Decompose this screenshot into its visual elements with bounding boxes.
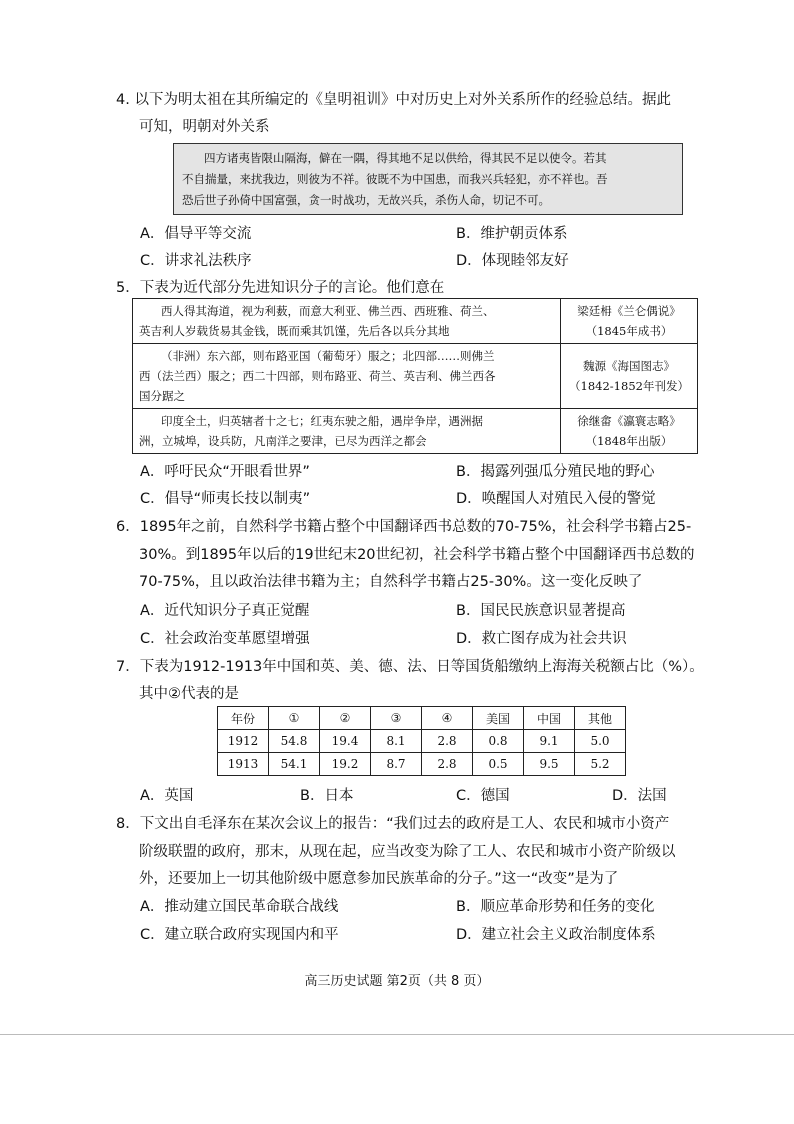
table-cell: 2.8 xyxy=(422,730,473,753)
q4-quote-box xyxy=(173,143,683,215)
table-row xyxy=(218,730,626,753)
q5-row3-source-date: （1848年出版） xyxy=(585,434,673,448)
q4-quote-line1: 四方诸夷皆限山隔海，僻在一隅，得其地不足以供给，得其民不足以使令。若其 xyxy=(204,151,607,165)
q6-option-d[interactable]: D．救亡图存成为社会共识 xyxy=(456,631,627,647)
q7-stem-line1: 7．下表为1912-1913年中国和英、美、德、法、日等国货船缴纳上海海关税额占比（%）。 xyxy=(116,659,704,675)
page-footer: 高三历史试题 第2页（共 8 页） xyxy=(304,974,490,989)
q7-header-china: 中国 xyxy=(524,707,575,730)
table-cell: 19.2 xyxy=(320,753,371,776)
table-cell: 1913 xyxy=(218,753,269,776)
q6-stem-line3: 70-75%，且以政治法律书籍为主；自然科学书籍占25-30%。这一变化反映了 xyxy=(139,574,643,590)
q4-stem-line2: 可知，明朝对外关系 xyxy=(139,119,270,135)
q8-stem-line1: 8．下文出自毛泽东在某次会议上的报告：“我们过去的政府是工人、农民和城市小资产 xyxy=(116,816,670,832)
q7-option-b[interactable]: B．日本 xyxy=(300,788,354,804)
q5-row1-text xyxy=(133,299,561,344)
q5-row2-line2: 西（法兰西）服之；西二十四部，则布路亚、荷兰、英吉利、佛兰西各 xyxy=(139,369,496,383)
q5-row2-line1: （非洲）东六部，则布路亚国（葡萄牙）服之；北四部……则佛兰 xyxy=(161,349,495,363)
q7-option-c[interactable]: C．德国 xyxy=(456,788,510,804)
table-cell: 2.8 xyxy=(422,753,473,776)
q5-row3-text xyxy=(133,409,561,454)
q7-header-4: ④ xyxy=(422,707,473,730)
q6-option-a[interactable]: A．近代知识分子真正觉醒 xyxy=(140,603,310,619)
table-cell: 8.7 xyxy=(371,753,422,776)
q7-header-usa: 美国 xyxy=(473,707,524,730)
q4-option-c[interactable]: C．讲求礼法秩序 xyxy=(140,253,252,269)
q5-row3-line1: 印度全土，归英辖者十之七；红夷东驶之船，遇岸争岸，遇洲据 xyxy=(161,414,483,428)
q5-row3-source-title: 徐继畬《瀛寰志略》 xyxy=(577,414,681,428)
q5-row2-text xyxy=(133,344,561,409)
q8-option-b[interactable]: B．顺应革命形势和任务的变化 xyxy=(456,899,655,915)
q5-option-d[interactable]: D．唤醒国人对殖民入侵的警觉 xyxy=(456,491,656,507)
q5-row1-line1: 西人得其海道，视为利薮，而意大利亚、佛兰西、西班雅、荷兰、 xyxy=(161,304,495,318)
q8-option-c[interactable]: C．建立联合政府实现国内和平 xyxy=(140,927,339,943)
table-cell: 1912 xyxy=(218,730,269,753)
q7-option-d[interactable]: D．法国 xyxy=(612,788,667,804)
q4-option-a[interactable]: A．倡导平等交流 xyxy=(140,226,252,242)
page-divider xyxy=(0,1034,794,1035)
q6-option-c[interactable]: C．社会政治变革愿望增强 xyxy=(140,631,310,647)
q4-quote-line2: 不自揣量，来扰我边，则彼为不祥。彼既不为中国患，而我兴兵轻犯，亦不祥也。吾 xyxy=(182,172,608,186)
q5-row1-source xyxy=(561,299,698,344)
q8-stem-line2: 阶级联盟的政府，那末，从现在起，应当改变为除了工人、农民和城市小资产阶级以 xyxy=(139,844,676,860)
table-cell: 8.1 xyxy=(371,730,422,753)
q5-row2-source xyxy=(561,344,698,409)
q7-stem-line2: 其中②代表的是 xyxy=(139,686,239,702)
table-cell: 54.8 xyxy=(269,730,320,753)
table-cell: 0.5 xyxy=(473,753,524,776)
q5-row1-source-date: （1845年成书） xyxy=(585,324,673,338)
q4-quote-line3: 恐后世子孙倚中国富强，贪一时战功，无故兴兵，杀伤人命，切记不可。 xyxy=(182,193,550,207)
q4-stem-line1: 4. 以下为明太祖在其所编定的《皇明祖训》中对历史上对外关系所作的经验总结。据此 xyxy=(116,92,671,108)
q5-row2-line3: 国分踞之 xyxy=(139,389,185,403)
table-row xyxy=(218,753,626,776)
q6-option-b[interactable]: B．国民民族意识显著提高 xyxy=(456,603,626,619)
q5-row1-source-title: 梁廷枏《兰仑偶说》 xyxy=(577,304,681,318)
q6-stem-line1: 6．1895年之前，自然科学书籍占整个中国翻译西书总数的70-75%，社会科学书籍占25- xyxy=(116,519,692,535)
q7-header-1: ① xyxy=(269,707,320,730)
table-row xyxy=(133,344,698,409)
q5-row3-line2: 洲，立城埠，设兵防，凡南洋之要津，已尽为西洋之都会 xyxy=(139,434,427,448)
q7-header-other: 其他 xyxy=(575,707,626,730)
table-row xyxy=(133,299,698,344)
table-row xyxy=(133,409,698,454)
q4-option-d[interactable]: D．体现睦邻友好 xyxy=(456,253,569,269)
q7-header-3: ③ xyxy=(371,707,422,730)
q4-option-b[interactable]: B．维护朝贡体系 xyxy=(456,226,568,242)
q5-row1-line2: 英吉利人岁载货易其金钱，既而乘其饥馑，先后各以兵分其地 xyxy=(139,324,450,338)
q5-option-b[interactable]: B．揭露列强瓜分殖民地的野心 xyxy=(456,464,655,480)
q5-option-c[interactable]: C．倡导“师夷长技以制夷” xyxy=(140,491,311,507)
q7-header-2: ② xyxy=(320,707,371,730)
q8-option-d[interactable]: D．建立社会主义政治制度体系 xyxy=(456,927,656,943)
q6-stem-line2: 30%。到1895年以后的19世纪末20世纪初，社会科学书籍占整个中国翻译西书总数的 xyxy=(139,547,695,563)
q5-row2-source-date: （1842-1852年刊发） xyxy=(569,379,689,393)
q8-option-a[interactable]: A．推动建立国民革命联合战线 xyxy=(140,899,339,915)
q5-row2-source-title: 魏源《海国图志》 xyxy=(583,359,675,373)
table-cell: 54.1 xyxy=(269,753,320,776)
q8-stem-line3: 外，还要加上一切其他阶级中愿意参加民族革命的分子。”这一“改变”是为了 xyxy=(139,871,619,887)
table-cell: 19.4 xyxy=(320,730,371,753)
table-cell: 0.8 xyxy=(473,730,524,753)
q7-data-table xyxy=(217,706,626,776)
q7-option-a[interactable]: A．英国 xyxy=(140,788,194,804)
q5-stem: 5．下表为近代部分先进知识分子的言论。他们意在 xyxy=(116,280,445,296)
table-cell: 9.1 xyxy=(524,730,575,753)
q5-quote-table xyxy=(132,298,698,454)
table-cell: 5.2 xyxy=(575,753,626,776)
table-header-row xyxy=(218,707,626,730)
q7-header-year: 年份 xyxy=(218,707,269,730)
q5-row3-source xyxy=(561,409,698,454)
table-cell: 9.5 xyxy=(524,753,575,776)
table-cell: 5.0 xyxy=(575,730,626,753)
q5-option-a[interactable]: A．呼吁民众“开眼看世界” xyxy=(140,464,310,480)
